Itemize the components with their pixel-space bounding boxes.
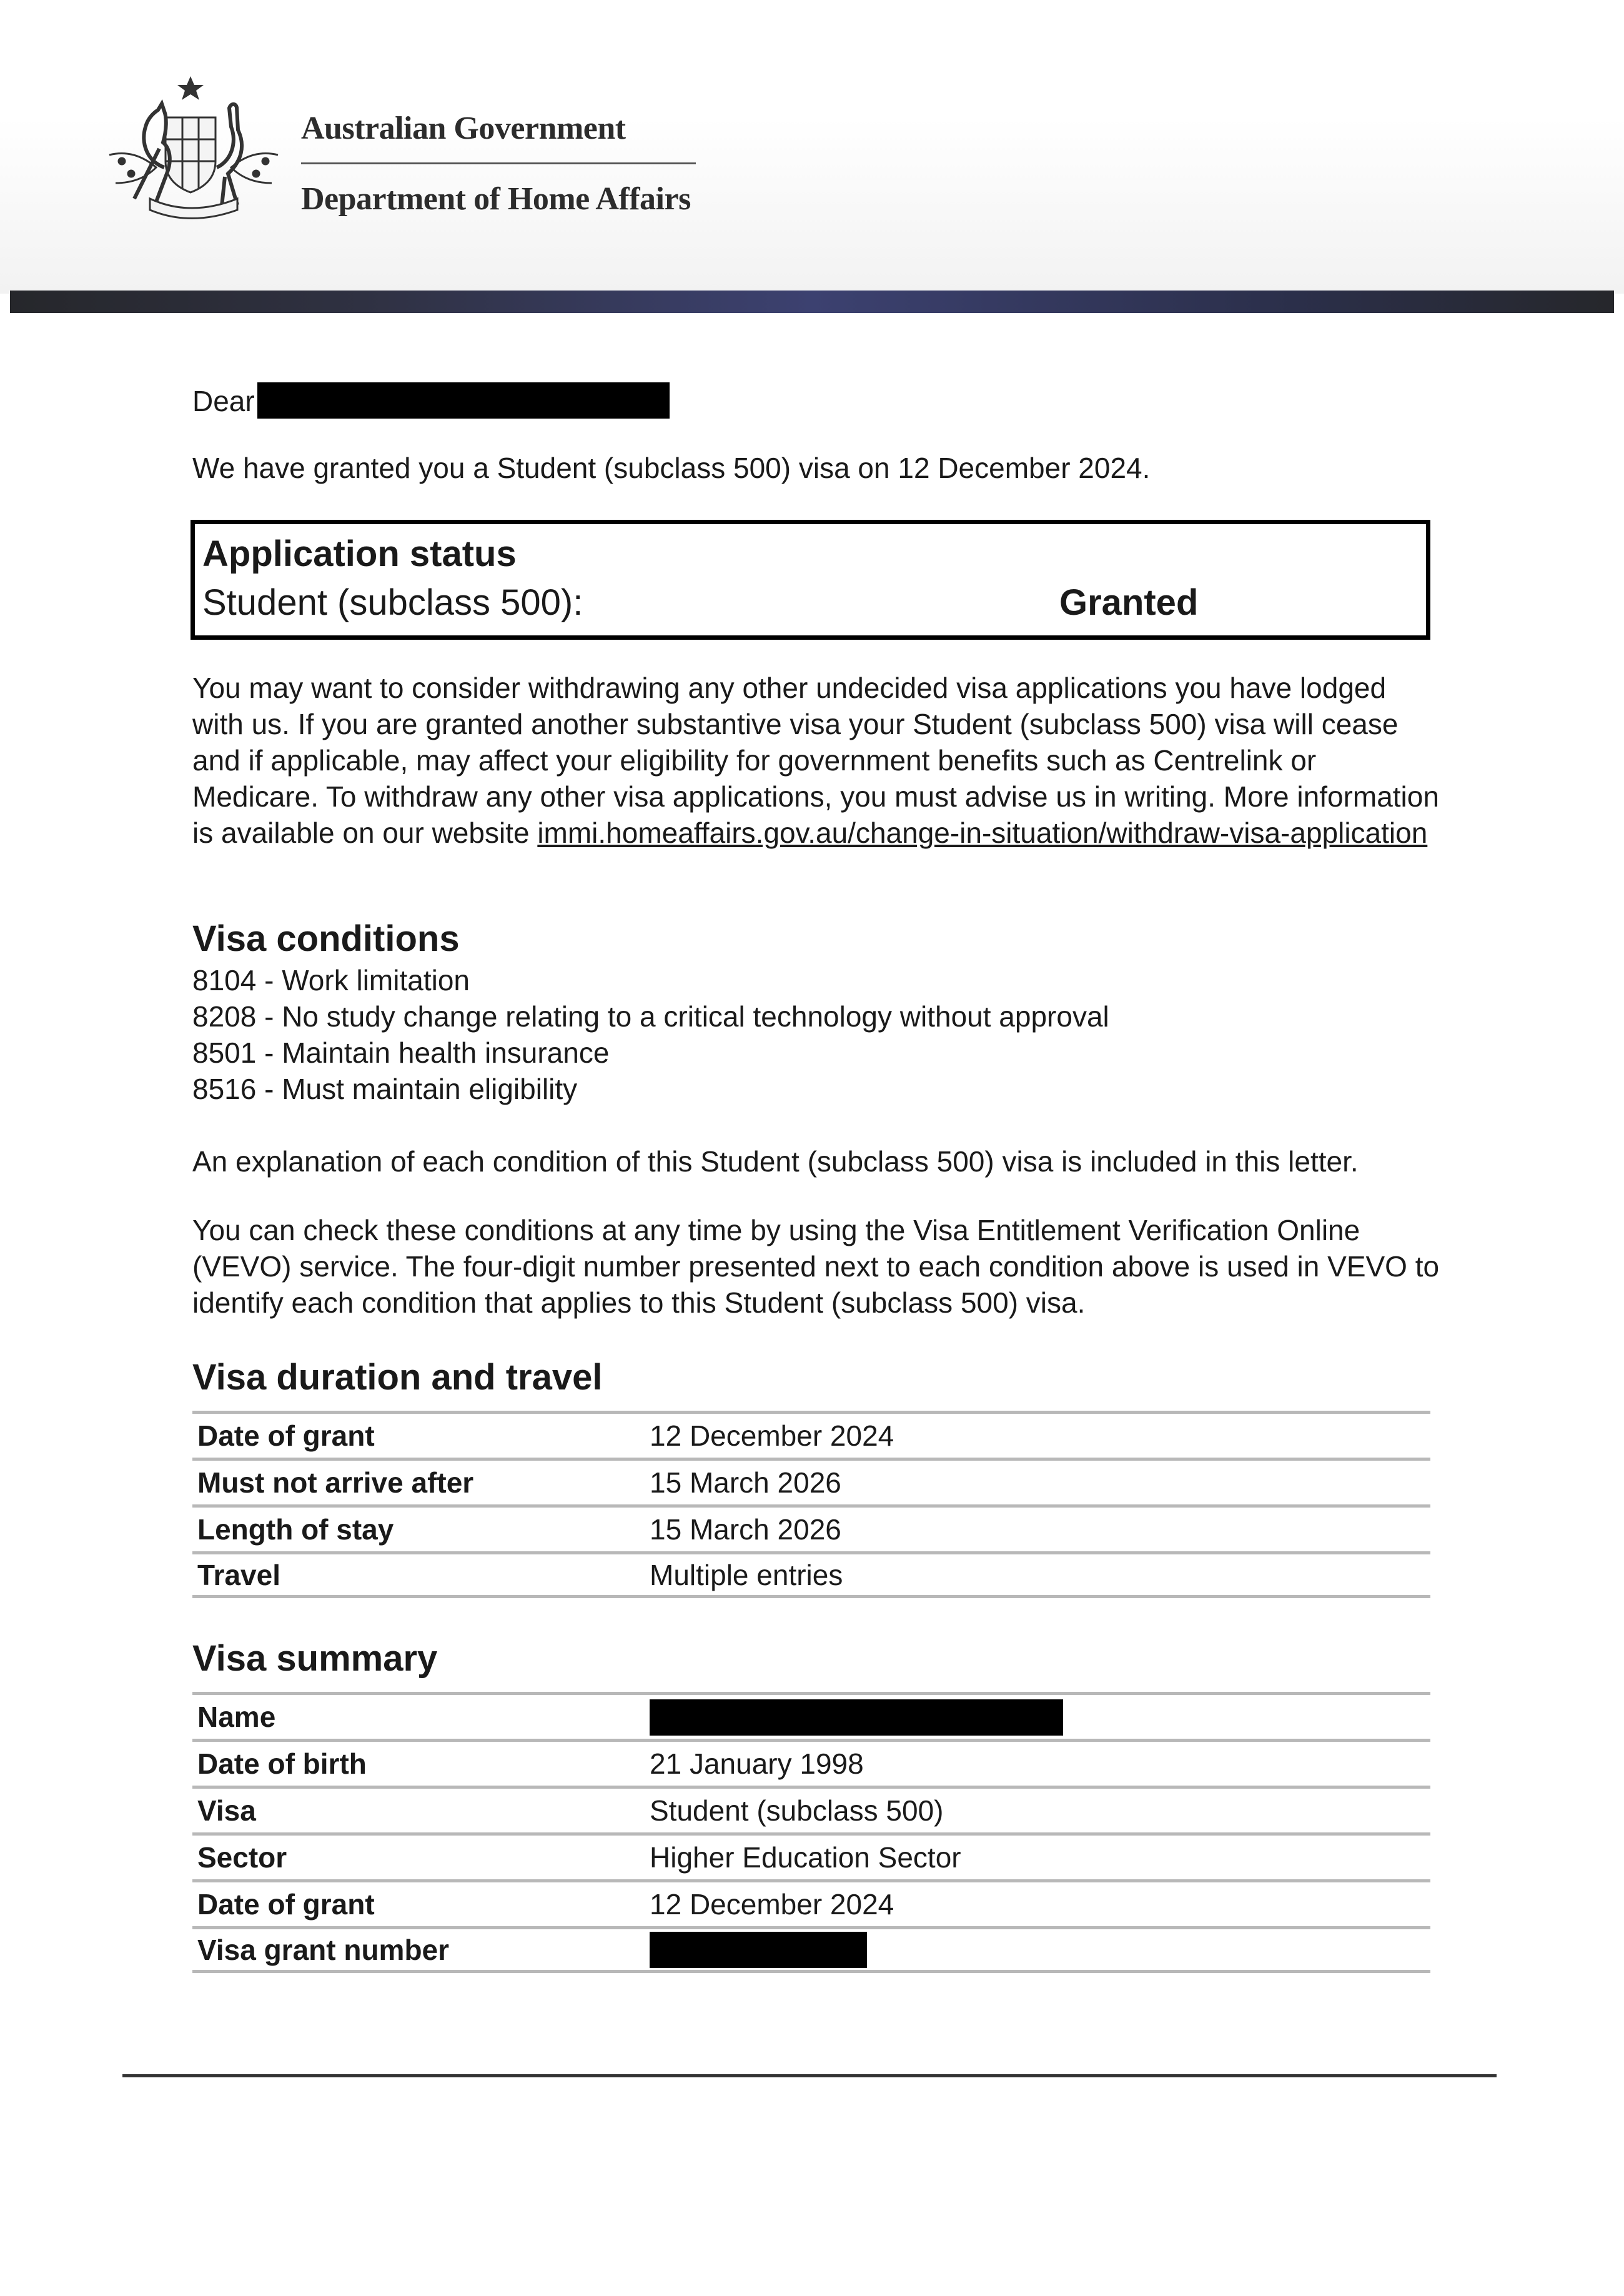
row-value bbox=[650, 1698, 1063, 1736]
government-name: Australian Government bbox=[301, 111, 626, 146]
table-row bbox=[192, 1879, 1430, 1926]
withdraw-notice bbox=[192, 670, 1442, 851]
row-value: 15 March 2026 bbox=[650, 1466, 841, 1499]
row-label: Date of grant bbox=[197, 1888, 375, 1921]
row-label: Visa bbox=[197, 1794, 256, 1827]
header-divider bbox=[301, 162, 696, 164]
row-value: 21 January 1998 bbox=[650, 1747, 864, 1780]
row-label: Date of birth bbox=[197, 1747, 367, 1780]
application-status-heading: Application status bbox=[202, 534, 517, 574]
table-row bbox=[192, 1411, 1430, 1458]
list-item: 8516 - Must maintain eligibility bbox=[192, 1073, 578, 1105]
list-item: 8104 - Work limitation bbox=[192, 964, 470, 996]
withdraw-application-link[interactable]: immi.homeaffairs.gov.au/change-in-situation/withdraw-visa-application bbox=[537, 817, 1428, 849]
application-status-value: Granted bbox=[1059, 582, 1199, 623]
duration-travel-table bbox=[192, 1411, 1430, 1598]
row-label: Name bbox=[197, 1701, 276, 1733]
row-label: Length of stay bbox=[197, 1513, 394, 1546]
table-row bbox=[192, 1786, 1430, 1832]
row-label: Sector bbox=[197, 1841, 287, 1874]
department-name: Department of Home Affairs bbox=[301, 181, 691, 217]
duration-travel-heading: Visa duration and travel bbox=[192, 1357, 603, 1398]
application-status-label: Student (subclass 500): bbox=[202, 582, 583, 623]
visa-conditions-list bbox=[192, 962, 1109, 1107]
letterhead bbox=[0, 0, 1624, 294]
salutation-text: Dear bbox=[192, 385, 255, 417]
list-item: 8501 - Maintain health insurance bbox=[192, 1036, 610, 1069]
table-row bbox=[192, 1504, 1430, 1551]
coat-of-arms-icon bbox=[97, 74, 290, 224]
table-row bbox=[192, 1739, 1430, 1786]
row-value: Higher Education Sector bbox=[650, 1841, 961, 1874]
table-row bbox=[192, 1692, 1430, 1739]
row-label: Visa grant number bbox=[197, 1933, 450, 1966]
list-item: 8208 - No study change relating to a critical technology without approval bbox=[192, 1000, 1109, 1033]
redacted-grant-number bbox=[650, 1932, 867, 1968]
row-value bbox=[650, 1931, 867, 1969]
grant-statement: We have granted you a Student (subclass 500) visa on 12 December 2024. bbox=[192, 452, 1151, 484]
salutation bbox=[192, 382, 670, 419]
conditions-explanation: An explanation of each condition of this Student (subclass 500) visa is included in this letter. bbox=[192, 1145, 1359, 1178]
application-status-row bbox=[202, 578, 1419, 628]
application-status-box bbox=[191, 520, 1430, 640]
row-label: Date of grant bbox=[197, 1419, 375, 1452]
table-row bbox=[192, 1926, 1430, 1973]
row-value: 15 March 2026 bbox=[650, 1513, 841, 1546]
agency-name bbox=[301, 112, 696, 216]
table-row bbox=[192, 1551, 1430, 1598]
vevo-notice: You can check these conditions at any time by using the Visa Entitlement Verification Online (VEVO) service. The four-digit number presented next to each condition above is used in VEVO to identify each condition that applies to this Student (subclass 500) visa. bbox=[192, 1214, 1440, 1319]
visa-summary-table bbox=[192, 1692, 1430, 1973]
visa-summary-heading: Visa summary bbox=[192, 1638, 438, 1679]
row-value: Student (subclass 500) bbox=[650, 1794, 944, 1827]
row-value: 12 December 2024 bbox=[650, 1888, 894, 1921]
row-value: Multiple entries bbox=[650, 1558, 843, 1591]
row-value: 12 December 2024 bbox=[650, 1419, 894, 1452]
row-label: Must not arrive after bbox=[197, 1466, 474, 1499]
header-band bbox=[10, 291, 1614, 313]
row-label: Travel bbox=[197, 1558, 280, 1591]
table-row bbox=[192, 1832, 1430, 1879]
table-row bbox=[192, 1458, 1430, 1504]
visa-conditions-heading: Visa conditions bbox=[192, 918, 460, 959]
redacted-name bbox=[650, 1699, 1063, 1736]
footer-divider bbox=[122, 2074, 1497, 2077]
redacted-recipient-name bbox=[257, 382, 670, 419]
withdraw-notice-text: You may want to consider withdrawing any other undecided visa applications you have lodged with us. If you are granted another substantive visa your Student (subclass 500) visa will cease and if applicable, may affect your eligibility for government benefits such as Centrelink or Medicare. To withdraw any other visa applications, you must advise us in writing. More information is available on our website bbox=[192, 672, 1439, 849]
